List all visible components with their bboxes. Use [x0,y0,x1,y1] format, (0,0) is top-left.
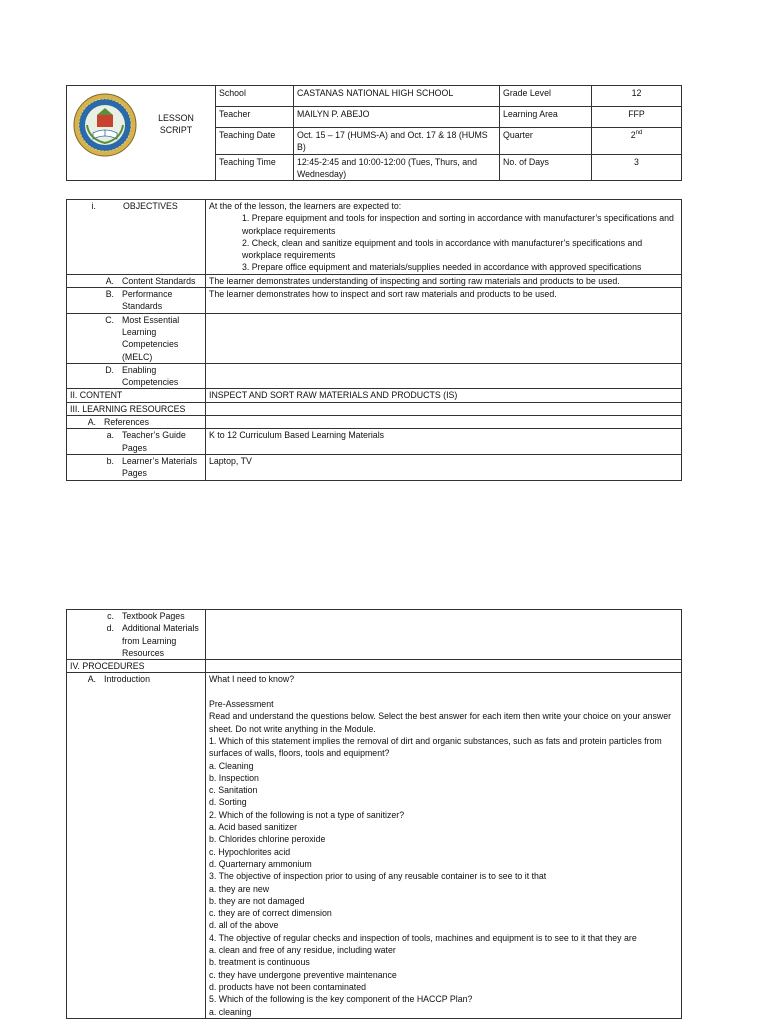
assessment-line: 5. Which of the following is the key component of the HACCP Plan? [209,994,473,1005]
melc-label: Most Essential Learning Competencies (MELC) [122,314,180,362]
learners-materials-label: Learner’s Materials Pages [122,455,197,479]
school-label: School [216,86,294,107]
textbook-letter: c. [107,611,114,621]
blank-line [209,686,678,698]
objectives-numeral: i. [91,201,96,211]
content-section-label: II. CONTENT [67,389,206,402]
teachers-guide-letter: a. [106,430,114,441]
procedures-label: IV. PROCEDURES [67,660,206,673]
quarter-suffix: nd [635,130,643,137]
teachers-guide-label: Teacher’s Guide Pages [122,430,186,453]
references-label-cell [67,416,206,429]
performance-standards-value: The learner demonstrates how to inspect and sort raw materials and products to be used. [206,288,682,314]
introduction-label-cell [67,673,206,1018]
teaching-time-value: 12:45-2:45 and 10:00-12:00 (Tues, Thurs, and Wednesday) [294,154,500,181]
learners-materials-letter: b. [106,455,114,466]
grade-level-label: Grade Level [500,86,592,107]
teaching-date-value: Oct. 15 – 17 (HUMS-A) and Oct. 17 & 18 (HUMS B) [294,128,500,155]
references-label: References [104,417,149,428]
teachers-guide-value: K to 12 Curriculum Based Learning Materials [206,429,682,455]
performance-standards-letter: B. [105,289,114,300]
header-table [66,85,682,181]
assessment-line: a. clean and free of any residue, including water [209,945,396,956]
procedures-table [66,609,682,1019]
assessment-line: a. Acid based sanitizer [209,822,298,833]
quarter-number: 2 [630,130,636,140]
teaching-time-label: Teaching Time [216,154,294,181]
introduction-label: Introduction [104,674,150,685]
content-standards-label: Content Standards [122,275,196,286]
quarter-value [592,128,682,155]
pre-assessment-heading: Pre-Assessment [209,699,274,710]
no-of-days-label: No. of Days [500,154,592,181]
melc-label-cell [67,313,206,363]
content-standards-value: The learner demonstrates understanding of inspecting and sorting raw materials and products to be used. [206,274,682,287]
assessment-line: d. Quarternary ammonium [209,858,312,869]
procedures-value [206,660,682,673]
assessment-line: b. Chlorides chlorine peroxide [209,834,326,845]
assessment-line: 2. Which of the following is not a type of sanitizer? [209,809,405,820]
content-standards-label-cell [67,274,206,287]
what-i-need-to-know-heading: What I need to know? [209,674,295,685]
lesson-script-title [153,112,199,137]
teacher-label: Teacher [216,107,294,128]
enabling-competencies-label-cell [67,363,206,389]
content-standards-letter: A. [105,275,114,286]
objective-item: 1. Prepare equipment and tools for inspection and sorting in accordance with manufacturer’s specifications and workplace requirements [242,213,674,236]
objectives-label: OBJECTIVES [123,201,178,211]
textbook-pages-label-cell [67,610,206,660]
assessment-line: b. Inspection [209,772,259,783]
school-seal-logo [73,93,137,157]
no-of-days-value: 3 [592,154,682,181]
lesson-title-line1: LESSON [158,113,194,123]
school-logo-cell [67,86,216,181]
objectives-table [66,199,682,481]
assessment-line: 3. The objective of inspection prior to using of any reusable container is to see to it that [209,871,547,882]
assessment-line: 1. Which of this statement implies the removal of dirt and organic substances, such as fats and protein particles from surfaces of walls, floors, tools and equipment? [209,735,662,759]
assessment-line: 4. The objective of regular checks and inspection of tools, machines and equipment is to see to it that they are [209,932,637,943]
enabling-competencies-label: Enabling Competencies [122,364,179,388]
objective-item: 2. Check, clean and sanitize equipment and tools in accordance with manufacturer’s specifications and workplace requirements [242,237,643,261]
melc-value [206,313,682,363]
assessment-line: d. products have not been contaminated [209,981,366,992]
teacher-value: MAILYN P. ABEJO [294,107,500,128]
assessment-line: d. Sorting [209,797,247,808]
assessment-line: c. Sanitation [209,785,258,796]
objectives-content-cell [206,200,682,275]
references-letter: A. [87,417,96,428]
introduction-content-cell [206,673,682,1018]
performance-standards-label-cell [67,288,206,314]
school-value: CASTANAS NATIONAL HIGH SCHOOL [294,86,500,107]
enabling-competencies-value [206,363,682,389]
pre-assessment-instructions: Read and understand the questions below. Select the best answer for each item then write your choice on your answer sheet. Do not write anything in the Module. [209,711,672,734]
quarter-label: Quarter [500,128,592,155]
assessment-line: d. all of the above [209,920,279,931]
objectives-label-cell [67,200,206,275]
lesson-title-line2: SCRIPT [159,125,193,136]
grade-level-value: 12 [592,86,682,107]
assessment-line: b. treatment is continuous [209,957,310,968]
learning-resources-value [206,402,682,415]
textbook-pages-value [206,610,682,660]
content-section-value: INSPECT AND SORT RAW MATERIALS AND PRODUCTS (IS) [206,389,682,402]
textbook-pages-label: Textbook Pages [122,611,185,621]
assessment-line: b. they are not damaged [209,895,305,906]
additional-materials-label: Additional Materials from Learning Resources [122,623,199,658]
performance-standards-label: Performance Standards [122,289,173,312]
melc-letter: C. [105,314,114,325]
assessment-line: a. cleaning [209,1006,252,1017]
references-value [206,416,682,429]
enabling-letter: D. [105,364,114,375]
introduction-letter: A. [87,674,96,685]
learning-resources-label: III. LEARNING RESOURCES [67,402,206,415]
assessment-line: a. Cleaning [209,760,254,771]
additional-letter: d. [106,623,114,634]
learners-materials-label-cell [67,454,206,480]
learners-materials-value: Laptop, TV [206,454,682,480]
objective-item: 3. Prepare office equipment and materials/supplies needed in accordance with approved specifications [242,262,642,273]
objectives-intro: At the of the lesson, the learners are expected to: [209,201,402,211]
assessment-line: c. Hypochlorites acid [209,846,291,857]
learning-area-value: FFP [592,107,682,128]
teaching-date-label: Teaching Date [216,128,294,155]
assessment-line: a. they are new [209,883,270,894]
teachers-guide-label-cell [67,429,206,455]
assessment-line: c. they have undergone preventive maintenance [209,969,397,980]
learning-area-label: Learning Area [500,107,592,128]
assessment-line: c. they are of correct dimension [209,908,332,919]
